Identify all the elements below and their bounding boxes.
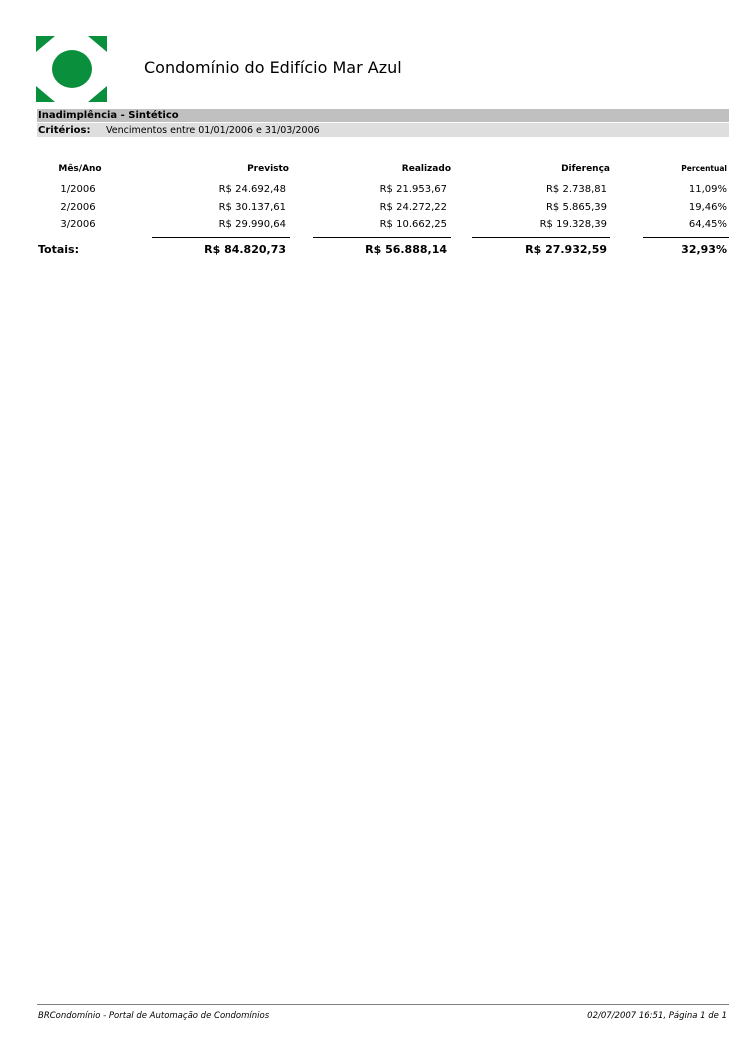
report-name: Inadimplência - Sintético [37,109,729,122]
total-rule-realizado [313,237,451,238]
footer-divider [37,1004,729,1005]
total-realizado: R$ 56.888,14 [365,243,447,256]
table-cell-percentual: 64,45% [688,219,727,230]
footer-left-text: BRCondomínio - Portal de Automação de Condomínios [38,1011,270,1021]
column-header-diferenca: Diferença [561,164,610,174]
logo-corner-top-right [88,36,107,52]
logo-corner-bottom-right [88,86,107,102]
page-title: Condomínio do Edifício Mar Azul [144,58,402,77]
criteria-band [37,123,729,137]
table-cell-month: 3/2006 [60,219,96,230]
table-cell-diferenca: R$ 2.738,81 [545,184,607,195]
column-header-month: Mês/Ano [58,164,102,174]
table-cell-previsto: R$ 24.692,48 [218,184,286,195]
total-rule-percentual [643,237,729,238]
logo-corner-bottom-left [36,86,55,102]
table-cell-diferenca: R$ 5.865,39 [545,202,607,213]
footer-right-text: 02/07/2007 16:51, Página 1 de 1 [587,1011,727,1021]
table-cell-realizado: R$ 24.272,22 [379,202,447,213]
total-rule-diferenca [472,237,610,238]
criteria-value: Vencimentos entre 01/01/2006 e 31/03/2006 [106,125,320,136]
column-header-realizado: Realizado [401,164,451,174]
logo-corner-top-left [36,36,55,52]
table-cell-previsto: R$ 29.990,64 [218,219,286,230]
table-cell-month: 2/2006 [60,202,96,213]
criteria-label: Critérios: [38,125,91,136]
logo-graphic [36,36,107,102]
total-previsto: R$ 84.820,73 [204,243,286,256]
logo-circle [52,50,92,88]
table-cell-diferenca: R$ 19.328,39 [539,219,607,230]
column-header-previsto: Previsto [247,164,289,174]
table-cell-percentual: 19,46% [688,202,727,213]
table-cell-realizado: R$ 10.662,25 [379,219,447,230]
total-diferenca: R$ 27.932,59 [525,243,607,256]
total-percentual: 32,93% [681,243,727,256]
table-cell-month: 1/2006 [60,184,96,195]
table-cell-realizado: R$ 21.953,67 [379,184,447,195]
column-header-percentual: Percentual [681,164,727,173]
total-rule-previsto [152,237,290,238]
table-cell-previsto: R$ 30.137,61 [218,202,286,213]
condominium-logo [36,36,107,102]
totals-label: Totais: [38,243,79,256]
table-cell-percentual: 11,09% [688,184,727,195]
